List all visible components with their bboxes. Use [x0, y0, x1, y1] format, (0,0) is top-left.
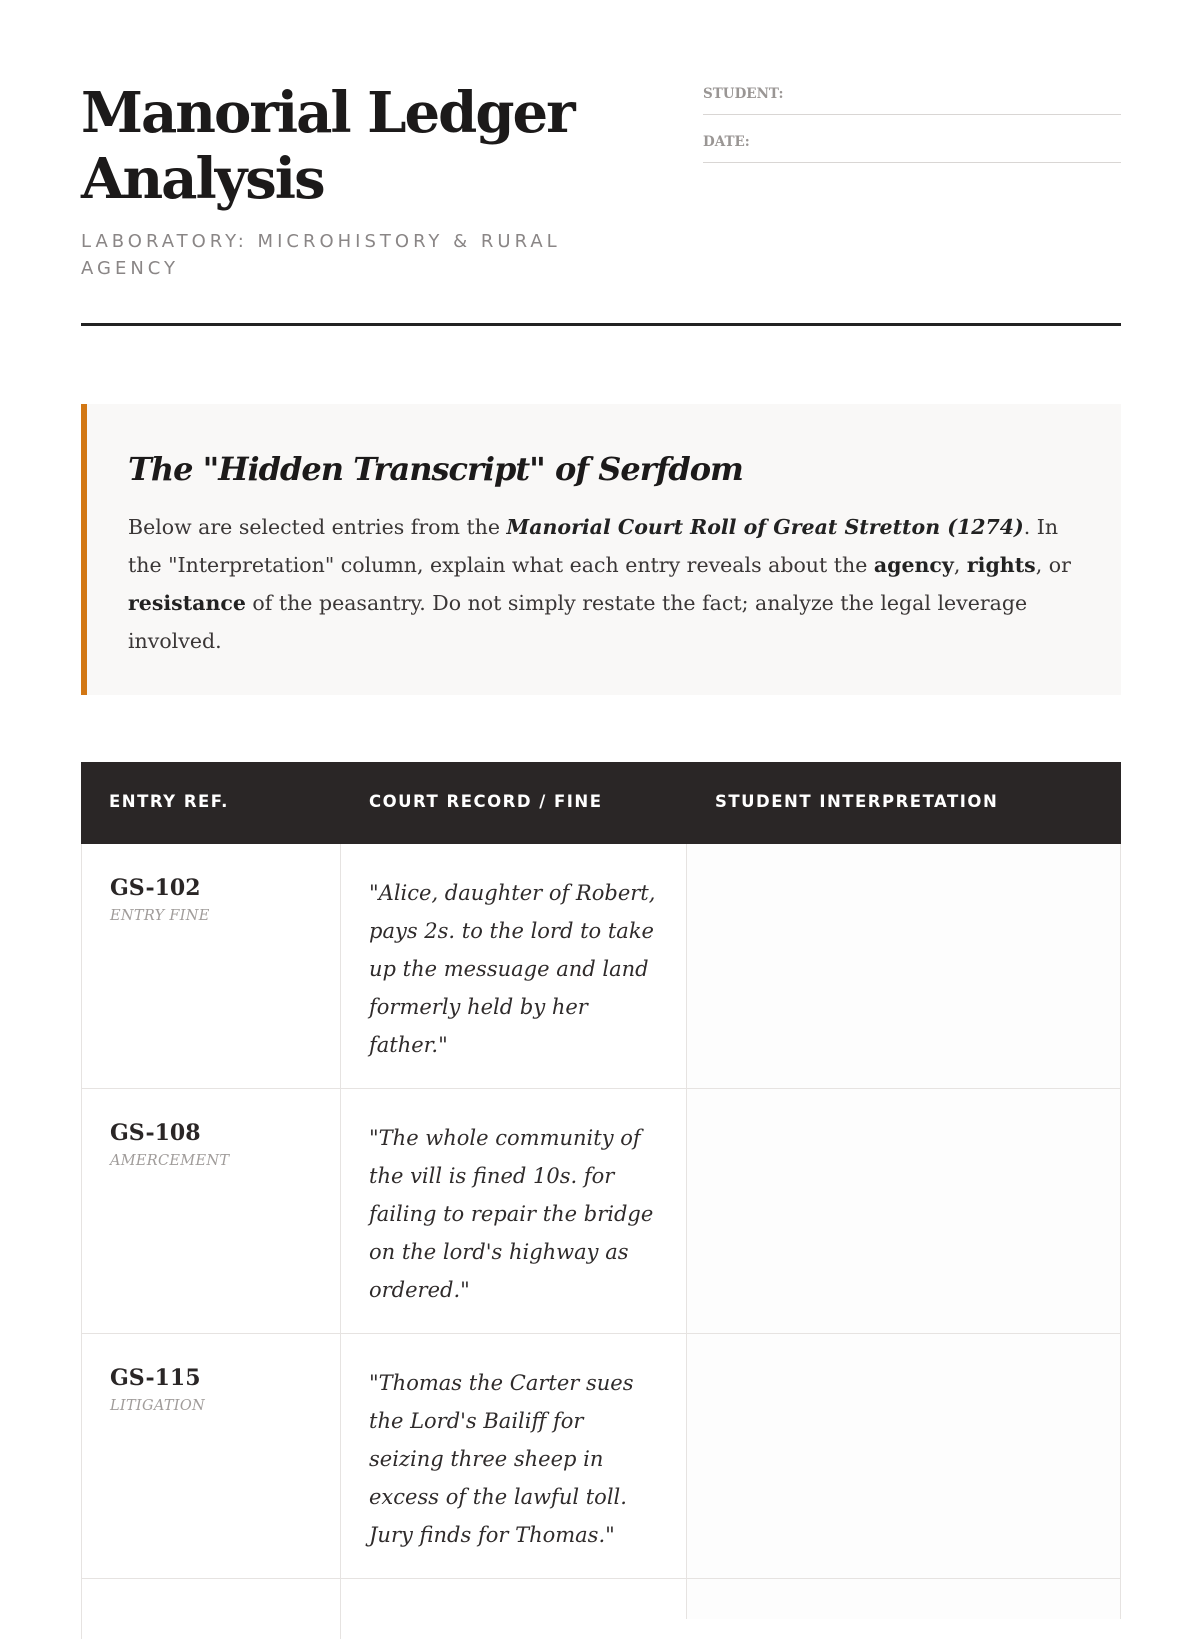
entry-ref-cell — [81, 1579, 341, 1639]
header-interpretation: STUDENT INTERPRETATION — [715, 792, 999, 811]
source-title: Manorial Court Roll of Great Stretton (1274) — [506, 515, 1024, 539]
entry-type: AMERCEMENT — [110, 1153, 230, 1169]
table-row — [81, 1089, 1121, 1334]
court-record-cell — [341, 1334, 687, 1578]
instructions-text-part: , — [953, 553, 967, 577]
student-meta — [703, 84, 1121, 180]
interpretation-input[interactable] — [687, 1334, 1121, 1578]
date-label: DATE: — [703, 134, 750, 150]
instructions-text-part: . In the "Interpretation" column, explain what each entry reveals about the — [128, 515, 1059, 577]
entry-type: LITIGATION — [110, 1398, 205, 1414]
court-record-cell — [341, 1579, 687, 1619]
interpretation-input[interactable] — [687, 1579, 1121, 1619]
student-label: STUDENT: — [703, 86, 784, 102]
entry-ref: GS-102 — [110, 875, 201, 901]
interpretation-input[interactable] — [687, 844, 1121, 1088]
entry-type: ENTRY FINE — [110, 908, 210, 924]
date-field[interactable] — [703, 132, 1121, 163]
term-rights: rights — [966, 553, 1036, 577]
interpretation-input[interactable] — [687, 1089, 1121, 1333]
term-agency: agency — [873, 553, 954, 577]
table-row — [81, 844, 1121, 1089]
page-title: Manorial Ledger Analysis — [81, 80, 574, 212]
instructions-text-part: , or — [1035, 553, 1071, 577]
court-record-cell — [341, 1089, 687, 1333]
instructions-box — [81, 404, 1121, 695]
worksheet-page — [81, 0, 1121, 1547]
page-subtitle: LABORATORY: MICROHISTORY & RURAL AGENCY — [81, 231, 561, 279]
student-field[interactable] — [703, 84, 1121, 115]
table-row — [81, 1579, 1121, 1619]
instructions-text-part: Below are selected entries from the — [128, 515, 507, 539]
table-row — [81, 1334, 1121, 1579]
court-record: "Thomas the Carter sues the Lord's Bailiff for seizing three sheep in excess of the lawful toll. Jury finds for Thomas." — [369, 1371, 634, 1547]
court-record-cell — [341, 844, 687, 1088]
term-resistance: resistance — [128, 591, 246, 615]
worksheet-header — [81, 0, 1121, 326]
court-record: "The whole community of the vill is fined 10s. for failing to repair the bridge on the lord's highway as ordered." — [369, 1126, 654, 1302]
table-header — [81, 762, 1121, 844]
court-record: "Alice, daughter of Robert, pays 2s. to the lord to take up the messuage and land formerly held by her father." — [369, 881, 656, 1057]
entry-ref-cell — [81, 1334, 341, 1578]
instructions-text — [128, 508, 1081, 660]
ledger-table — [81, 762, 1121, 1619]
header-entry-ref: ENTRY REF. — [109, 792, 229, 811]
entry-ref: GS-108 — [110, 1120, 201, 1146]
entry-ref-cell — [81, 1089, 341, 1333]
instructions-heading: The "Hidden Transcript" of Serfdom — [128, 450, 743, 488]
entry-ref-cell — [81, 844, 341, 1088]
entry-ref: GS-115 — [110, 1365, 201, 1391]
instructions-text-part: of the peasantry. Do not simply restate the fact; analyze the legal leverage involved. — [128, 591, 1028, 653]
header-court-record: COURT RECORD / FINE — [369, 792, 603, 811]
